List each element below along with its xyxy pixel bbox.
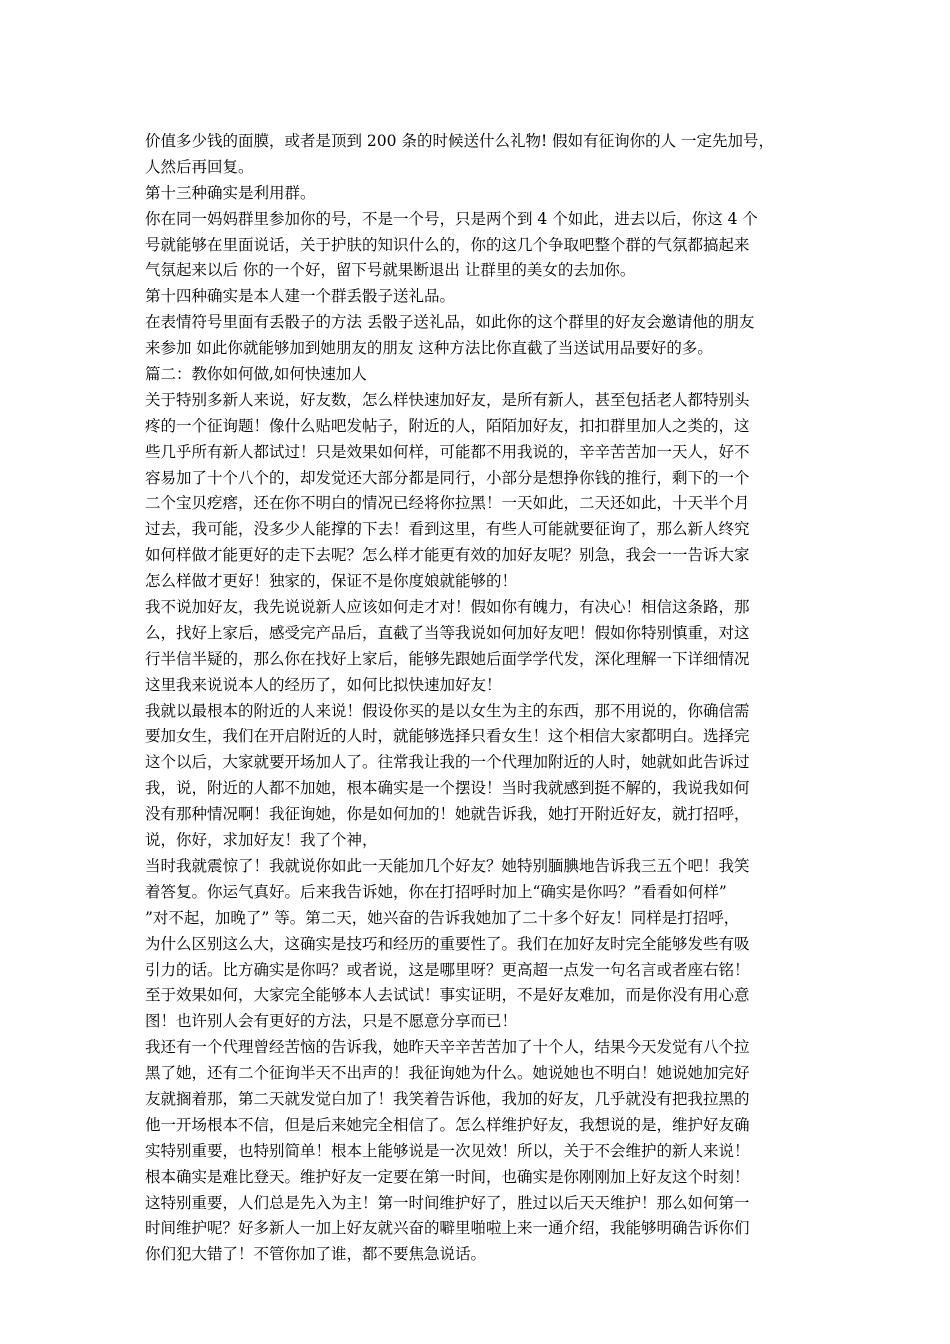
text-line: 在表情符号里面有丢骰子的方法 丢骰子送礼品，如此你的这个群里的好友会邀请他的朋友 <box>145 313 755 332</box>
text-line: 你在同一妈妈群里参加你的号，不是一个号，只是两个到 4 个如此，进去以后，你这 4 个 <box>145 209 758 228</box>
text-line: 为什么区别这么大，这确实是技巧和经历的重要性了。我们在加好友时完全能够发些有吸 <box>145 934 750 953</box>
text-line: 些几乎所有新人都试过！只是效果如何样，可能都不用我说的，辛辛苦苦加一天人，好不 <box>145 442 750 461</box>
text-line: 至于效果如何，大家完全能够本人去试试！事实证明，不是好友难加，而是你没有用心意 <box>145 986 750 1005</box>
text-line: 二个宝贝疙瘩，还在你不明白的情况已经将你拉黑！一天如此，二天还如此，十天半个月 <box>145 494 750 513</box>
text-line: 怎么样做才更好！独家的，保证不是你度娘就能够的！ <box>145 572 518 591</box>
text-line: 我还有一个代理曾经苦恼的告诉我，她昨天辛辛苦苦加了十个人，结果今天发觉有八个拉 <box>145 1038 750 1057</box>
text-line: 黑了她，还有二个征询半天不出声的！我征询她为什么。她说她也不明白！她说她加完好 <box>145 1064 750 1083</box>
text-line: 引力的话。比方确实是你吗？或者说，这是哪里呀？更高超一点发一句名言或者座右铭！ <box>145 960 750 979</box>
document-body <box>145 129 815 1268</box>
text-line: 着答复。你运气真好。后来我告诉她，你在打招呼时加上“确实是你吗？”看看如何样” <box>145 882 727 901</box>
text-line: 来参加 如此你就能够加到她朋友的朋友 这种方法比你直截了当送试用品要好的多。 <box>145 339 713 358</box>
text-line: 说，你好，求加好友！我了个神， <box>145 831 378 850</box>
text-line: 关于特别多新人来说，好友数，怎么样快速加好友，是所有新人，甚至包括老人都特别头 <box>145 390 750 409</box>
text-line: ”对不起，加晚了” 等。第二天，她兴奋的告诉我她加了二十多个好友！同样是打招呼， <box>145 908 740 927</box>
section-heading: 第十四种确实是本人建一个群丢骰子送礼品。 <box>145 287 456 306</box>
text-line: 人然后再回复。 <box>145 157 254 176</box>
text-line: 气氛起来以后 你的一个好，留下号就果断退出 让群里的美女的去加你。 <box>145 261 636 280</box>
text-line: 时间维护呢？好多新人一加上好友就兴奋的噼里啪啦上来一通介绍，我能够明确告诉你们 <box>145 1219 750 1238</box>
text-line: 要加女生，我们在开启附近的人时，就能够选择只看女生！这个相信大家都明白。选择完 <box>145 727 750 746</box>
text-line: 过去，我可能，没多少人能撑的下去！看到这里，有些人可能就要征询了，那么新人终究 <box>145 520 750 539</box>
text-line: 友就搁着那，第二天就发觉白加了！我笑着告诉他，我加的好友，几乎就没有把我拉黑的 <box>145 1089 750 1108</box>
text-line: 容易加了十个八个的，却发觉还大部分都是同行，小部分是想挣你钱的推行，剩下的一个 <box>145 468 750 487</box>
text-line: 如何样做才能更好的走下去呢？怎么样才能更有效的加好友呢？别急，我会一一告诉大家 <box>145 546 750 565</box>
text-line: 疼的一个征询题！像什么贴吧发帖子，附近的人，陌陌加好友，扣扣群里加人之类的，这 <box>145 416 750 435</box>
text-line: 么，找好上家后，感受完产品后，直截了当等我说如何加好友吧！假如你特别慎重，对这 <box>145 623 750 642</box>
text-line: 实特别重要，也特别简单！根本上能够说是一次见效！所以，关于不会维护的新人来说！ <box>145 1141 750 1160</box>
text-line: 他一开场根本不信，但是后来她完全相信了。怎么样维护好友，我想说的是，维护好友确 <box>145 1115 750 1134</box>
text-line: 这个以后，大家就要开场加人了。往常我让我的一个代理加附近的人时，她就如此告诉过 <box>145 753 750 772</box>
text-line: 号就能够在里面说话，关于护肤的知识什么的，你的这几个争取吧整个群的气氛都搞起来 <box>145 235 750 254</box>
text-line: 我不说加好友，我先说说新人应该如何走才对！假如你有魄力，有决心！相信这条路，那 <box>145 598 750 617</box>
text-line: 图！也许别人会有更好的方法，只是不愿意分享而已！ <box>145 1012 518 1031</box>
chapter-heading: 篇二：教你如何做,如何快速加人 <box>145 365 367 384</box>
text-line: 我就以最根本的附近的人来说！假设你买的是以女生为主的东西，那不用说的，你确信需 <box>145 701 750 720</box>
text-line: 这特别重要，人们总是先入为主！第一时间维护好了，胜过以后天天维护！那么如何第一 <box>145 1193 750 1212</box>
text-line: 行半信半疑的，那么你在找好上家后，能够先跟她后面学学代发，深化理解一下详细情况 <box>145 649 750 668</box>
text-line: 没有那种情况啊！我征询她，你是如何加的！她就告诉我，她打开附近好友，就打招呼， <box>145 805 750 824</box>
text-line: 当时我就震惊了！我就说你如此一天能加几个好友？她特别腼腆地告诉我三五个吧！我笑 <box>145 856 750 875</box>
text-line: 价值多少钱的面膜，或者是顶到 200 条的时候送什么礼物! 假如有征询你的人 一定先加号， <box>145 132 775 150</box>
text-line: 根本确实是难比登天。维护好友一定要在第一时间，也确实是你刚刚加上好友这个时刻！ <box>145 1167 750 1186</box>
text-line: 你们犯大错了！不管你加了谁，都不要焦急说话。 <box>145 1245 487 1264</box>
text-line: 我，说，附近的人都不加她，根本确实是一个摆设！当时我就感到挺不解的，我说我如何 <box>145 779 750 798</box>
section-heading: 第十三种确实是利用群。 <box>145 183 316 202</box>
text-line: 这里我来说说本人的经历了，如何比拟快速加好友！ <box>145 675 502 694</box>
